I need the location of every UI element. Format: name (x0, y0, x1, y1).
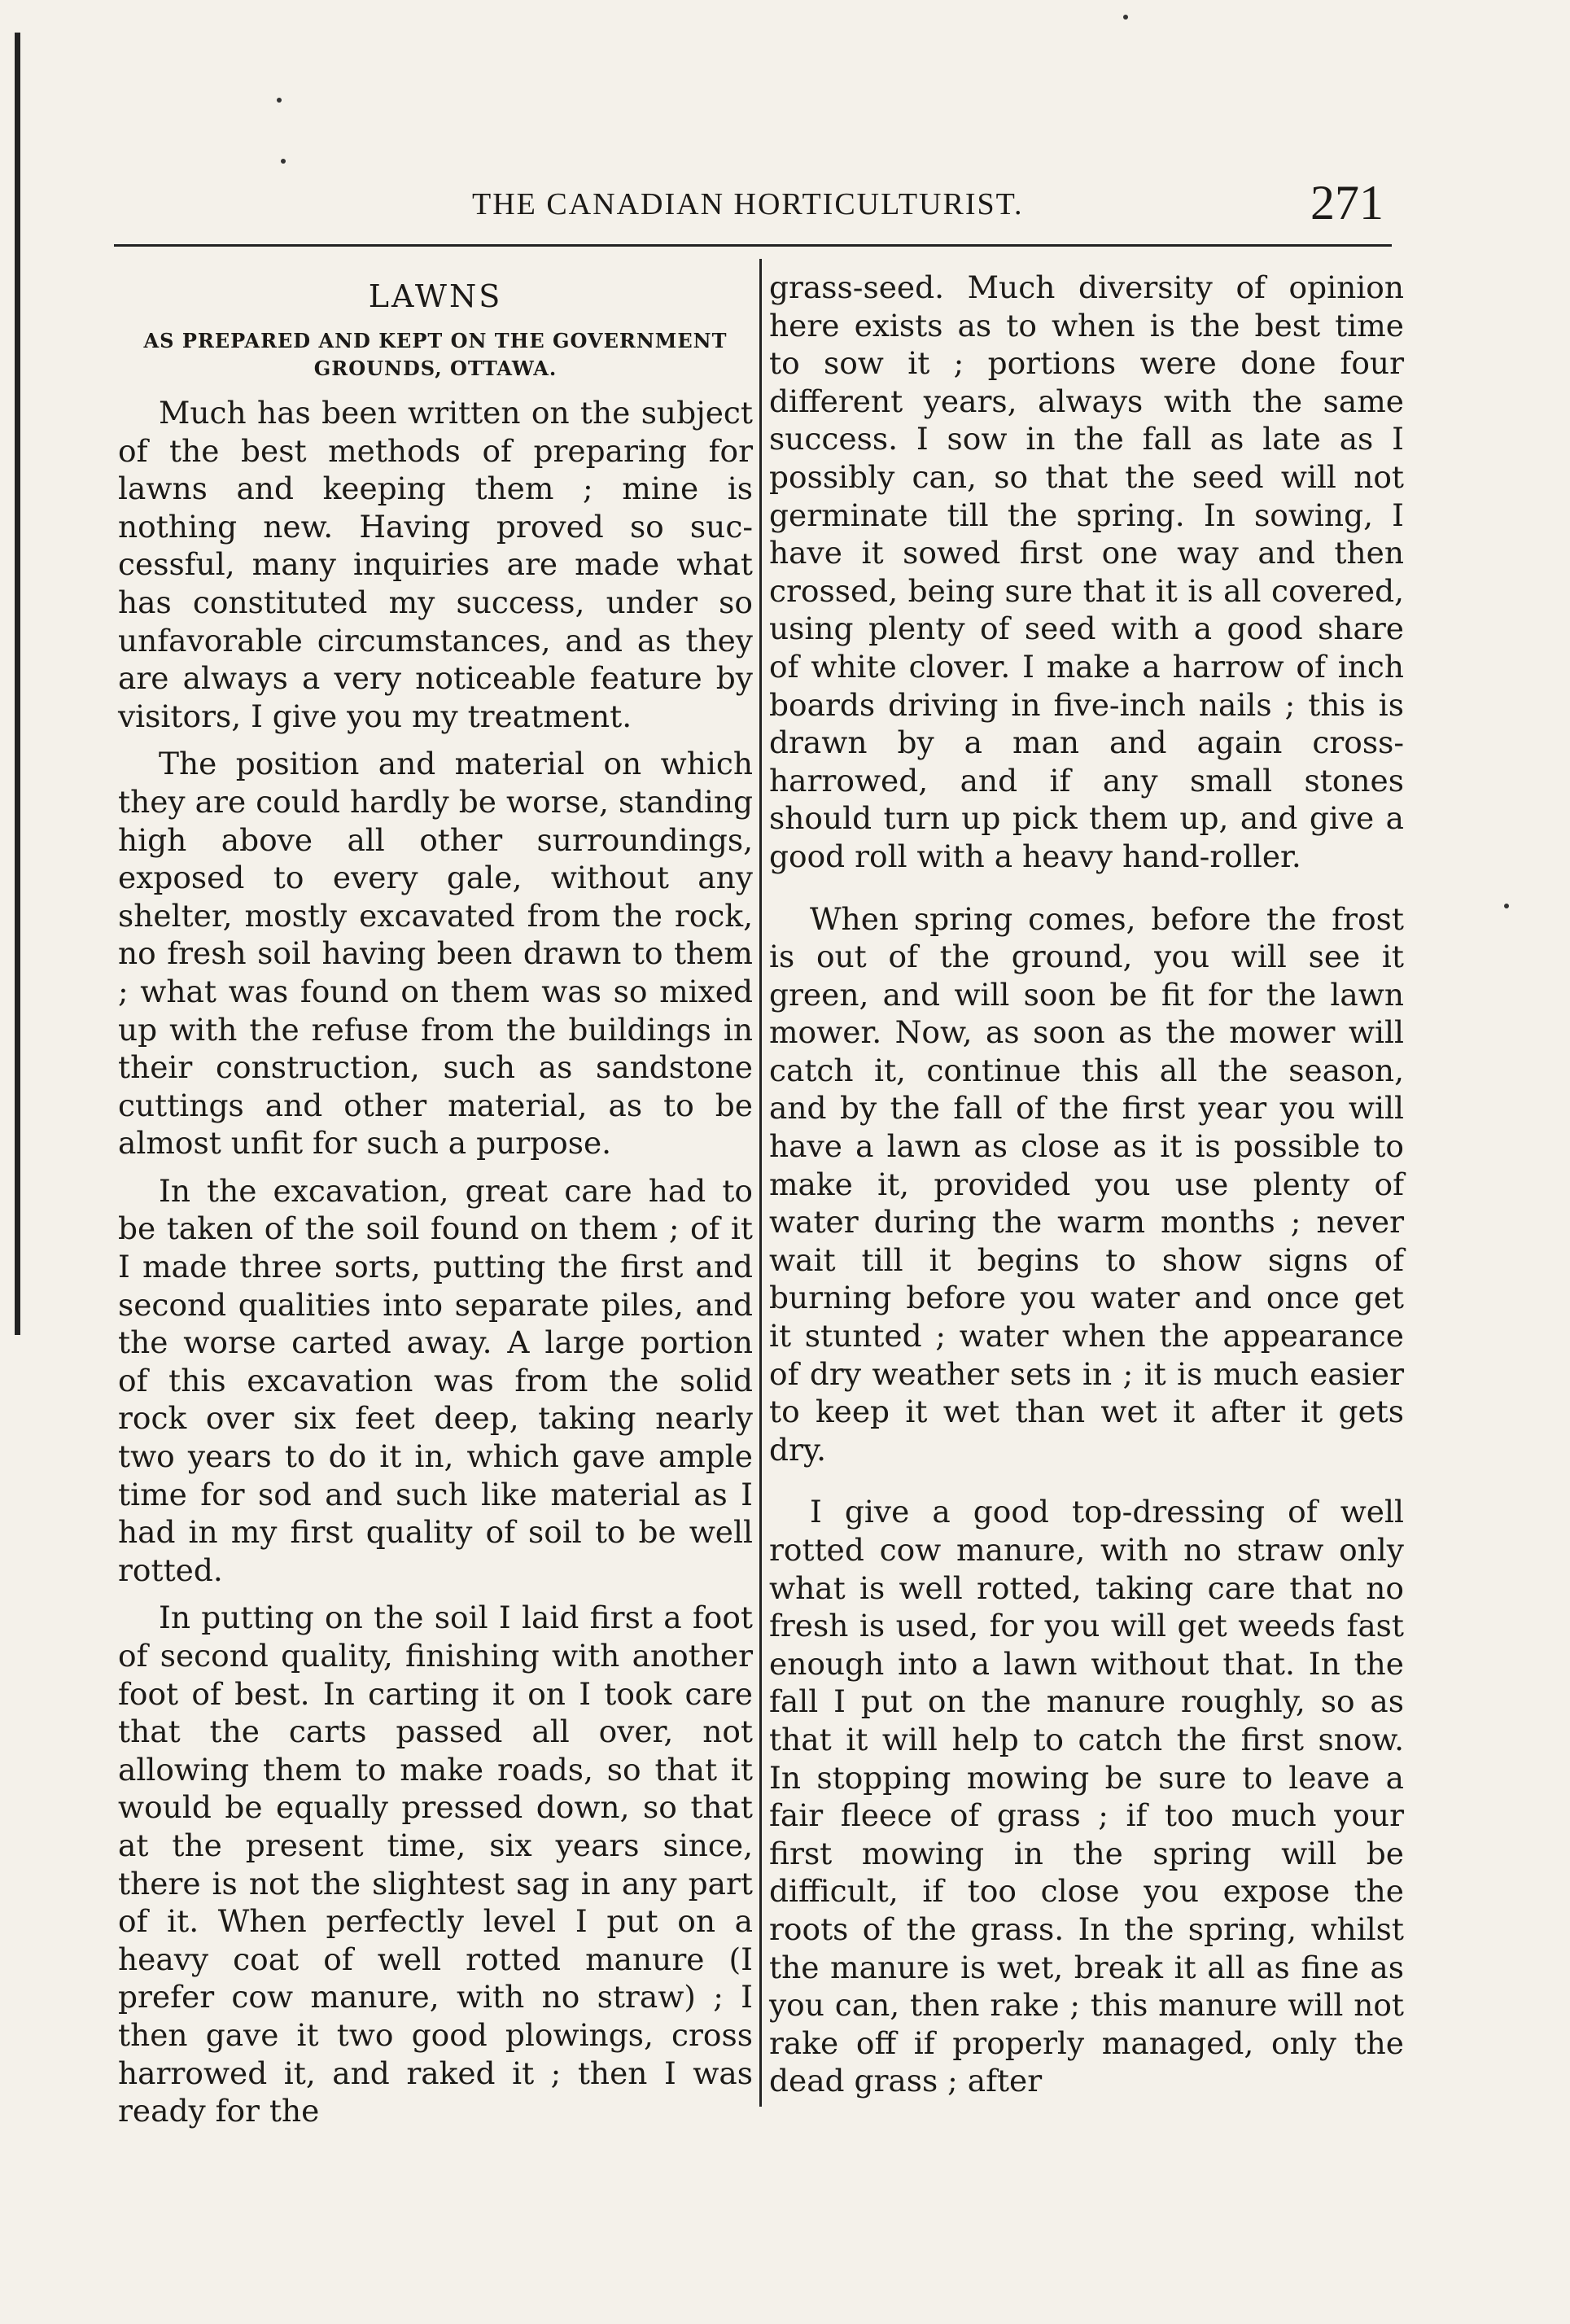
paragraph: Much has been written on the subject of the best methods of preparing for lawns and keeping them ; mine is nothing new. Having proved so successful, many inquiries are made what has constituted my success, under so unfavorable circumstances, and as they are always a very noticeable feature by visitors, I give you my treatment. (118, 395, 753, 734)
paragraph: When spring comes, before the frost is out of the ground, you will see it green, and will soon be fit for the lawn mower. Now, as soon as the mower will catch it, continue this all the season, and by the fall of the first year you will have a lawn as close as it is possible to make it, provided you use plenty of water during the warm months ; never wait till it begins to show signs of burning before you water and once get it stunted ; water when the appearance of dry weather sets in ; it is much easier to keep it wet than wet it after it gets dry. (769, 900, 1404, 1468)
running-title: THE CANADIAN HORTICULTURIST. (472, 187, 1024, 221)
print-speck (1123, 15, 1128, 20)
paragraph: In putting on the soil I laid first a foot of second quality, finishing with another foot of best. In carting it on I took care that the carts passed all over, not allowing them to make roads, so that it would be equally pressed down, so that at the present time, six years since, there is not the slightest sag in any part of it. When perfectly level I put on a heavy coat of well rotted manure (I prefer cow manure, with no straw) ; I then gave it two good plowings, cross harrowed it, and raked it ; then I was ready for the (118, 1600, 753, 2129)
header-rule (114, 244, 1392, 247)
page-number: 271 (1310, 176, 1384, 230)
paragraph: I give a good top-dressing of well rotted cow manure, with no straw only what is well rotted, taking care that no fresh is used, for you will get weeds fast enough into a lawn without that. In the fall I put on the manure roughly, so as that it will help to catch the first snow. In stopping mowing be sure to leave a fair fleece of grass ; if too much your first mowing in the spring will be difficult, if too close you expose the roots of the grass. In the spring, whilst the manure is wet, break it all as fine as you can, then rake ; this manure will not rake off if properly managed, only the dead grass ; after (769, 1494, 1404, 2099)
print-speck (1504, 904, 1509, 908)
running-header (114, 175, 1392, 240)
right-column (769, 269, 1404, 2100)
article-title: LAWNS (368, 278, 503, 314)
article-subtitle: AS PREPARED AND KEPT ON THE GOVERNMENT GROUNDS, OTTAWA. (143, 329, 728, 380)
print-speck (281, 159, 286, 164)
paragraph: In the excavation, great care had to be taken of the soil found on them ; of it I made three sorts, putting the first and second qualities into separate piles, and the worse carted away. A large portion of this excavation was from the solid rock over six feet deep, taking nearly two years to do it in, which gave ample time for sod and such like material as I had in my first quality of soil to be well rotted. (118, 1172, 753, 1588)
print-speck (277, 98, 282, 103)
left-column (118, 269, 753, 2130)
paragraph: The position and material on which they are could hardly be worse, standing high above all other surroundings, exposed to every gale, without any shelter, mostly excavated from the rock, no fresh soil having been drawn to them ; what was found on them was so mixed up with the refuse from the buildings in their construction, such as sandstone cuttings and other material, as to be almost unfit for such a purpose. (118, 746, 753, 1162)
page-edge-shadow (15, 33, 20, 1335)
column-divider (759, 259, 762, 2107)
paragraph: grass-seed. Much diversity of opinion here exists as to when is the best time to sow it ; portions were done four different years, always with the same success. I sow in the fall as late as I possibly can, so that the seed will not germinate till the spring. In sowing, I have it sowed first one way and then crossed, being sure that it is all covered, using plenty of seed with a good share of white clover. I make a harrow of inch boards driving in five-inch nails ; this is drawn by a man and again cross-harrowed, and if any small stones should turn up pick them up, and give a good roll with a heavy hand-roller. (769, 269, 1404, 874)
